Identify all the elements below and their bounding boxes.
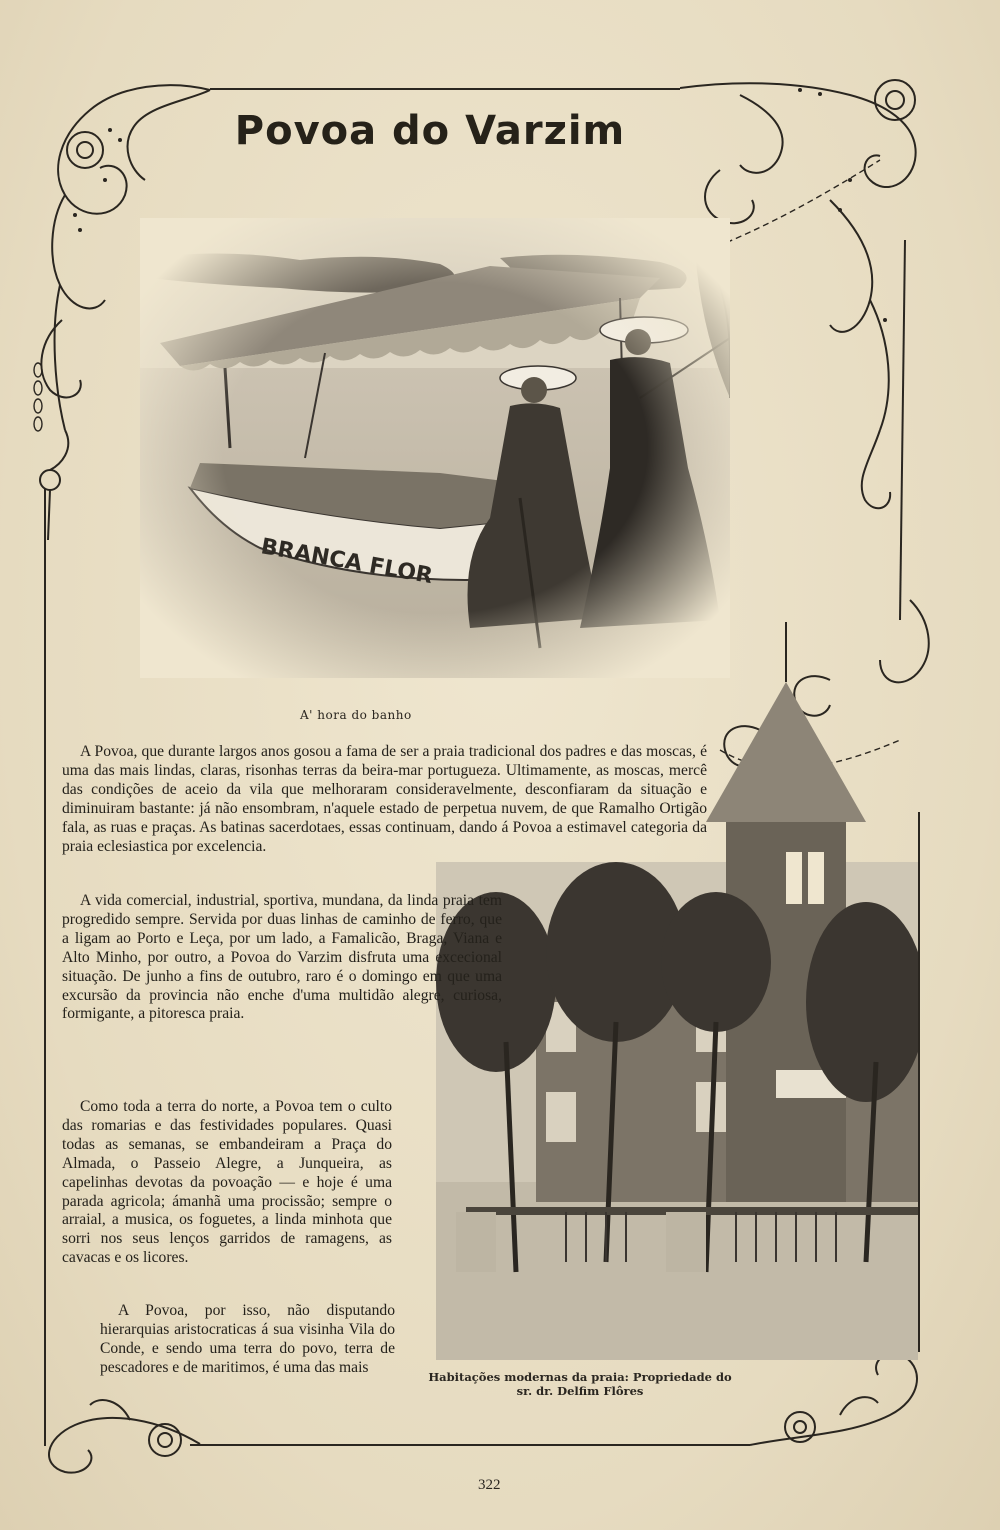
- frame-top-rule: [210, 88, 680, 90]
- frame-left-rule: [44, 488, 46, 1446]
- article-paragraph-2: A vida comercial, industrial, sportiva, mundana, da linda praia tem progredido sempre. Servida por duas linhas de caminho de ferro, que a ligam ao Porto e Leça, por um lado, a Famalicão, Braga, Viana e Alto Minho, por outro, a Povoa do Varzim disfruta uma excecional situação. De junho a fins de outubro, raro é o domingo em que uma excursão da provincia não enche d'uma multidão alegre, curiosa, formigante, a pitoresca praia.: [62, 892, 502, 1023]
- house-photo-image: [436, 622, 918, 1360]
- article-paragraph-4: A Povoa, por isso, não disputando hierarquias aristocraticas á sua visinha Vila do Conde, e sendo uma terra do povo, terra de pescadores e de maritimos, é uma das mais: [100, 1302, 395, 1376]
- beach-photo-caption: A' hora do banho: [300, 708, 412, 722]
- beach-photo: [140, 218, 730, 678]
- article-paragraph-1: A Povoa, que durante largos anos gosou a fama de ser a praia tradicional dos padres e das moscas, é uma das mais lindas, claras, risonhas terras da beira-mar portugueza. Ultimamente, as moscas, mercê das condições de aceio da vila que melhoraram consideravelmente, desconfiaram da situação e diminuiram bastante: já não ensombram, n'aquele estado de perpetua nuvem, de que Ramalho Ortigão fala, as ruas e praças. As batinas sacerdotaes, essas continuam, dando á Povoa a estimavel categoria da praia eclesiastica por excelencia.: [62, 743, 707, 855]
- article-paragraph-3: Como toda a terra do norte, a Povoa tem o culto das romarias e das festividades populares. Quasi todas as semanas, se embandeiram a Praça do Almada, o Passeio Alegre, a Junqueira, as capelinhas devotas da povoação — e hoje é uma parada agricola; ámanhã uma procissão; sempre o arraial, a musica, os foguetes, a linda minhota que sorri nos seus lenços garridos de ramagens, as cavacas e os licores.: [62, 1098, 392, 1267]
- house-photo: [436, 622, 918, 1360]
- frame-bottom-rule: [190, 1444, 750, 1446]
- bottom-right-scroll-ornament: [740, 1345, 930, 1455]
- page-number: 322: [478, 1477, 501, 1493]
- house-photo-caption: Habitações modernas da praia: Propriedade do sr. dr. Delfim Flôres: [428, 1370, 732, 1398]
- frame-right-rule: [918, 812, 920, 1352]
- page-title: Povoa do Varzim: [234, 108, 626, 154]
- bottom-left-scroll-ornament: [20, 1380, 220, 1480]
- beach-photo-image: [140, 218, 730, 678]
